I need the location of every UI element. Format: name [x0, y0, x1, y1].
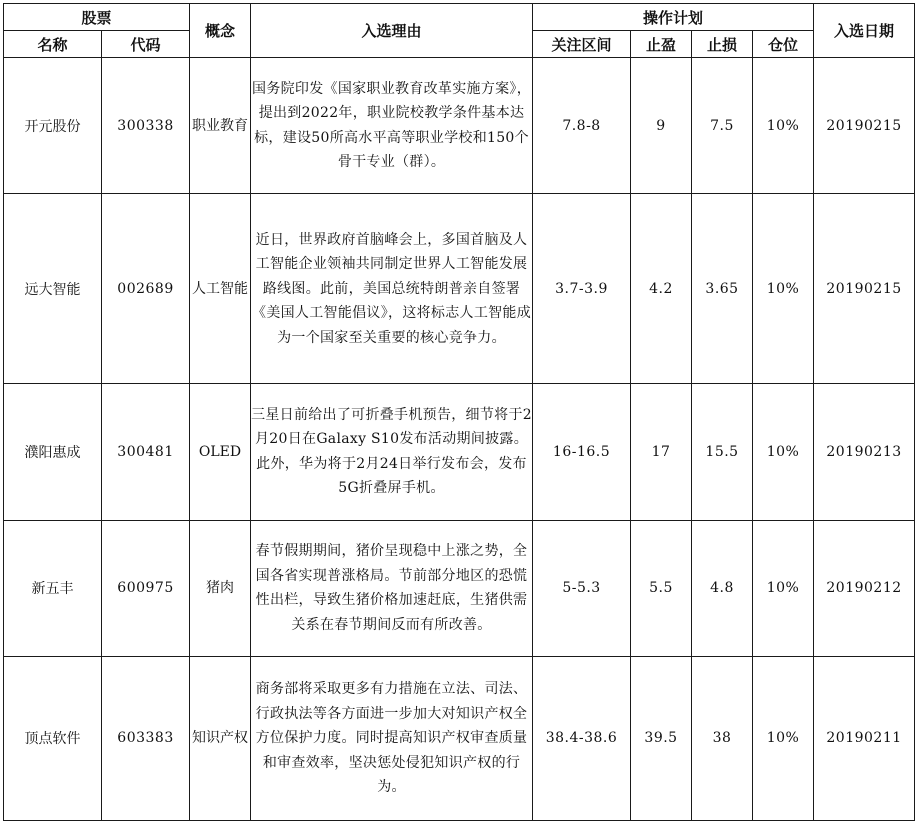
stock-reason: 三星日前给出了可折叠手机预告，细节将于2月20日在Galaxy S10发布活动期间披露。此外，华为将于2月24日举行发布会，发布5G折叠屏手机。	[251, 384, 533, 520]
focus-range: 16-16.5	[533, 384, 631, 520]
select-date: 20190215	[814, 194, 915, 384]
stock-name: 濮阳惠成	[4, 384, 102, 520]
position: 10%	[753, 520, 814, 656]
select-date: 20190211	[814, 656, 915, 820]
table-row	[4, 656, 915, 820]
stop-loss: 3.65	[692, 194, 753, 384]
header-position: 仓位	[753, 31, 814, 58]
header-stock-group: 股票	[4, 4, 190, 31]
take-profit: 4.2	[631, 194, 692, 384]
header-plan-group: 操作计划	[533, 4, 814, 31]
stock-name: 顶点软件	[4, 656, 102, 820]
stop-loss: 38	[692, 656, 753, 820]
stop-loss: 15.5	[692, 384, 753, 520]
stock-concept: 人工智能	[190, 194, 251, 384]
header-date: 入选日期	[814, 4, 915, 58]
stock-code: 002689	[102, 194, 190, 384]
select-date: 20190212	[814, 520, 915, 656]
table-row	[4, 384, 915, 520]
position: 10%	[753, 58, 814, 194]
take-profit: 9	[631, 58, 692, 194]
select-date: 20190213	[814, 384, 915, 520]
stock-code: 603383	[102, 656, 190, 820]
position: 10%	[753, 384, 814, 520]
stock-code: 600975	[102, 520, 190, 656]
stock-concept: 职业教育	[190, 58, 251, 194]
stock-reason: 国务院印发《国家职业教育改革实施方案》，提出到2022年，职业院校教学条件基本达标，建设50所高水平高等职业学校和150个骨干专业（群）。	[251, 58, 533, 194]
focus-range: 3.7-3.9	[533, 194, 631, 384]
table-row	[4, 194, 915, 384]
stock-reason: 商务部将采取更多有力措施在立法、司法、行政执法等各方面进一步加大对知识产权全方位保护力度。同时提高知识产权审查质量和审查效率，坚决惩处侵犯知识产权的行为。	[251, 656, 533, 820]
header-stop-loss: 止损	[692, 31, 753, 58]
take-profit: 5.5	[631, 520, 692, 656]
table-row	[4, 58, 915, 194]
take-profit: 39.5	[631, 656, 692, 820]
select-date: 20190215	[814, 58, 915, 194]
stock-code: 300481	[102, 384, 190, 520]
stop-loss: 4.8	[692, 520, 753, 656]
focus-range: 7.8-8	[533, 58, 631, 194]
header-reason: 入选理由	[251, 4, 533, 58]
header-code: 代码	[102, 31, 190, 58]
stock-concept: OLED	[190, 384, 251, 520]
stock-pick-table	[3, 3, 915, 821]
header-row-top	[4, 4, 915, 31]
focus-range: 38.4-38.6	[533, 656, 631, 820]
stock-name: 远大智能	[4, 194, 102, 384]
position: 10%	[753, 194, 814, 384]
stock-name: 开元股份	[4, 58, 102, 194]
header-name: 名称	[4, 31, 102, 58]
header-take-profit: 止盈	[631, 31, 692, 58]
stock-concept: 猪肉	[190, 520, 251, 656]
take-profit: 17	[631, 384, 692, 520]
stop-loss: 7.5	[692, 58, 753, 194]
header-concept: 概念	[190, 4, 251, 58]
stock-name: 新五丰	[4, 520, 102, 656]
position: 10%	[753, 656, 814, 820]
stock-reason: 近日，世界政府首脑峰会上，多国首脑及人工智能企业领袖共同制定世界人工智能发展路线图。此前，美国总统特朗普亲自签署《美国人工智能倡议》，这将标志人工智能成为一个国家至关重要的核心竞争力。	[251, 194, 533, 384]
stock-concept: 知识产权	[190, 656, 251, 820]
stock-code: 300338	[102, 58, 190, 194]
focus-range: 5-5.3	[533, 520, 631, 656]
table-row	[4, 520, 915, 656]
stock-reason: 春节假期期间，猪价呈现稳中上涨之势，全国各省实现普涨格局。节前部分地区的恐慌性出栏，导致生猪价格加速赶底，生猪供需关系在春节期间反而有所改善。	[251, 520, 533, 656]
header-focus-range: 关注区间	[533, 31, 631, 58]
